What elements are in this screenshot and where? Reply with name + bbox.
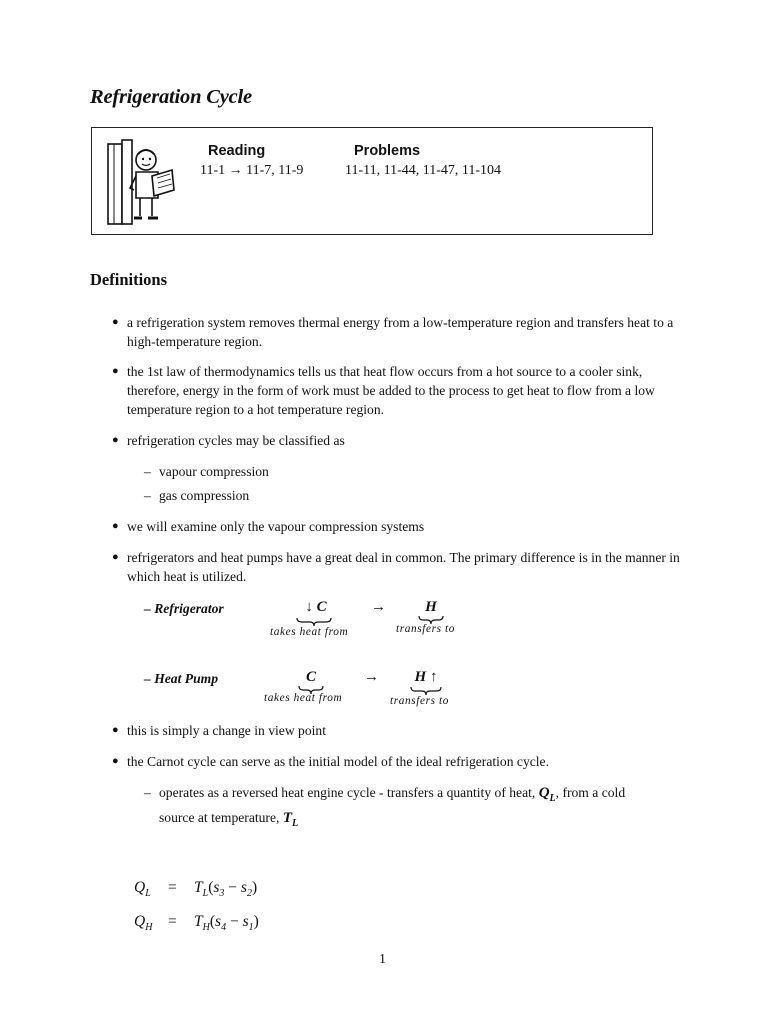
- refrigerator-label: – Refrigerator: [144, 601, 224, 616]
- reading-label: Reading: [208, 143, 266, 159]
- list-item-text: we will examine only the vapour compression systems: [127, 519, 425, 534]
- refrigerator-left-caption: takes heat from: [270, 626, 349, 638]
- problems-label: Problems: [354, 143, 421, 159]
- bullet-icon: ●: [112, 365, 119, 377]
- bullet-icon: ●: [112, 724, 119, 736]
- refrigerator-cold-symbol: ↓ C: [305, 599, 327, 615]
- document-page: Refrigeration Cycle Reading 11-1 → 11-7, 11-9 Problems 11-11, 11-44, 11-47, 11-104 Definitions ● a refrigeration system removes thermal energy from a low-temperature region and transfers heat to a high-temperature region. ● the 1st law of thermodynamics tells us that heat flow occurs from a hot source to a cooler sink, therefore, energy in the form of work must be added to the process to get heat to flow from a low temperature region to a hot temperature region. ● refrigeration cycles may be classified as – vapour compression – gas compression ● we will examine only the vapour compression systems ● refrigerators and heat pumps have a great deal in common. The primary difference is in the manner in which heat is utilized. – Refrigerator ↓ C takes heat from → H transfers to – Heat Pump C takes heat from → H ↑ transfers to ● this is simply a change in view point ● the Carnot cycle can serve as the initial model of the ideal refrigeration cycle. – operates as a reversed heat engine cycle - transfers a quantity of heat, $Q_L$, from a cold source at temperature, $T_L$ $Q_L$ = $T_L(s_3 - s_2)$ $Q_H$ = $T_H(s_4 - s_1)$ 1: [0, 0, 768, 1024]
- dash-marker: –: [144, 464, 151, 479]
- page-title: Refrigeration Cycle: [90, 86, 252, 108]
- heat-pump-hot-symbol: H ↑: [414, 669, 438, 685]
- list-item-text: the Carnot cycle can serve as the initial model of the ideal refrigeration cycle.: [127, 754, 549, 769]
- refrigerator-right-caption: transfers to: [396, 623, 455, 635]
- list-item-text: the 1st law of thermodynamics tells us that heat flow occurs from a hot source to a cooler sink, therefore, energy in the form of work must be added to the process to get heat to flow from a low temperature region to a hot temperature region.: [127, 364, 655, 417]
- heat-pump-left-caption: takes heat from: [264, 692, 343, 704]
- arrow-right-icon: →: [364, 669, 379, 685]
- reading-figure-icon: [102, 136, 182, 228]
- bullet-icon: ●: [112, 316, 119, 328]
- dash-marker: –: [144, 785, 151, 800]
- refrigerator-hot-symbol: H: [425, 599, 437, 615]
- heat-pump-label: – Heat Pump: [144, 671, 219, 686]
- section-heading: Definitions: [90, 270, 168, 289]
- list-item-text: refrigerators and heat pumps have a great deal in common. The primary difference is in the manner in which heat is utilized.: [127, 550, 680, 584]
- heat-pump-cold-symbol: C: [305, 669, 316, 685]
- list-item-text: this is simply a change in view point: [127, 723, 326, 738]
- bullet-icon: ●: [112, 551, 119, 563]
- bullet-icon: ●: [112, 520, 119, 532]
- problems-value: 11-11, 11-44, 11-47, 11-104: [345, 163, 502, 178]
- bullet-icon: ●: [112, 755, 119, 767]
- page-number: 1: [379, 952, 386, 967]
- sub-list-item-text: operates as a reversed heat engine cycle - transfers a quantity of heat, $Q_L$, from a cold source at temperature, $T_L$: [159, 785, 626, 829]
- heat-pump-right-caption: transfers to: [390, 695, 449, 707]
- sub-list-item-text: gas compression: [159, 488, 250, 503]
- bullet-icon: ●: [112, 434, 119, 446]
- dash-marker: –: [144, 488, 151, 503]
- list-item-text: a refrigeration system removes thermal energy from a low-temperature region and transfers heat to a high-temperature region.: [127, 315, 674, 349]
- reading-value: 11-1 → 11-7, 11-9: [200, 163, 304, 178]
- list-item-text: refrigeration cycles may be classified as: [127, 433, 345, 448]
- sub-list-item-text: vapour compression: [159, 464, 269, 479]
- arrow-right-icon: →: [371, 599, 386, 615]
- reading-box: [91, 127, 653, 235]
